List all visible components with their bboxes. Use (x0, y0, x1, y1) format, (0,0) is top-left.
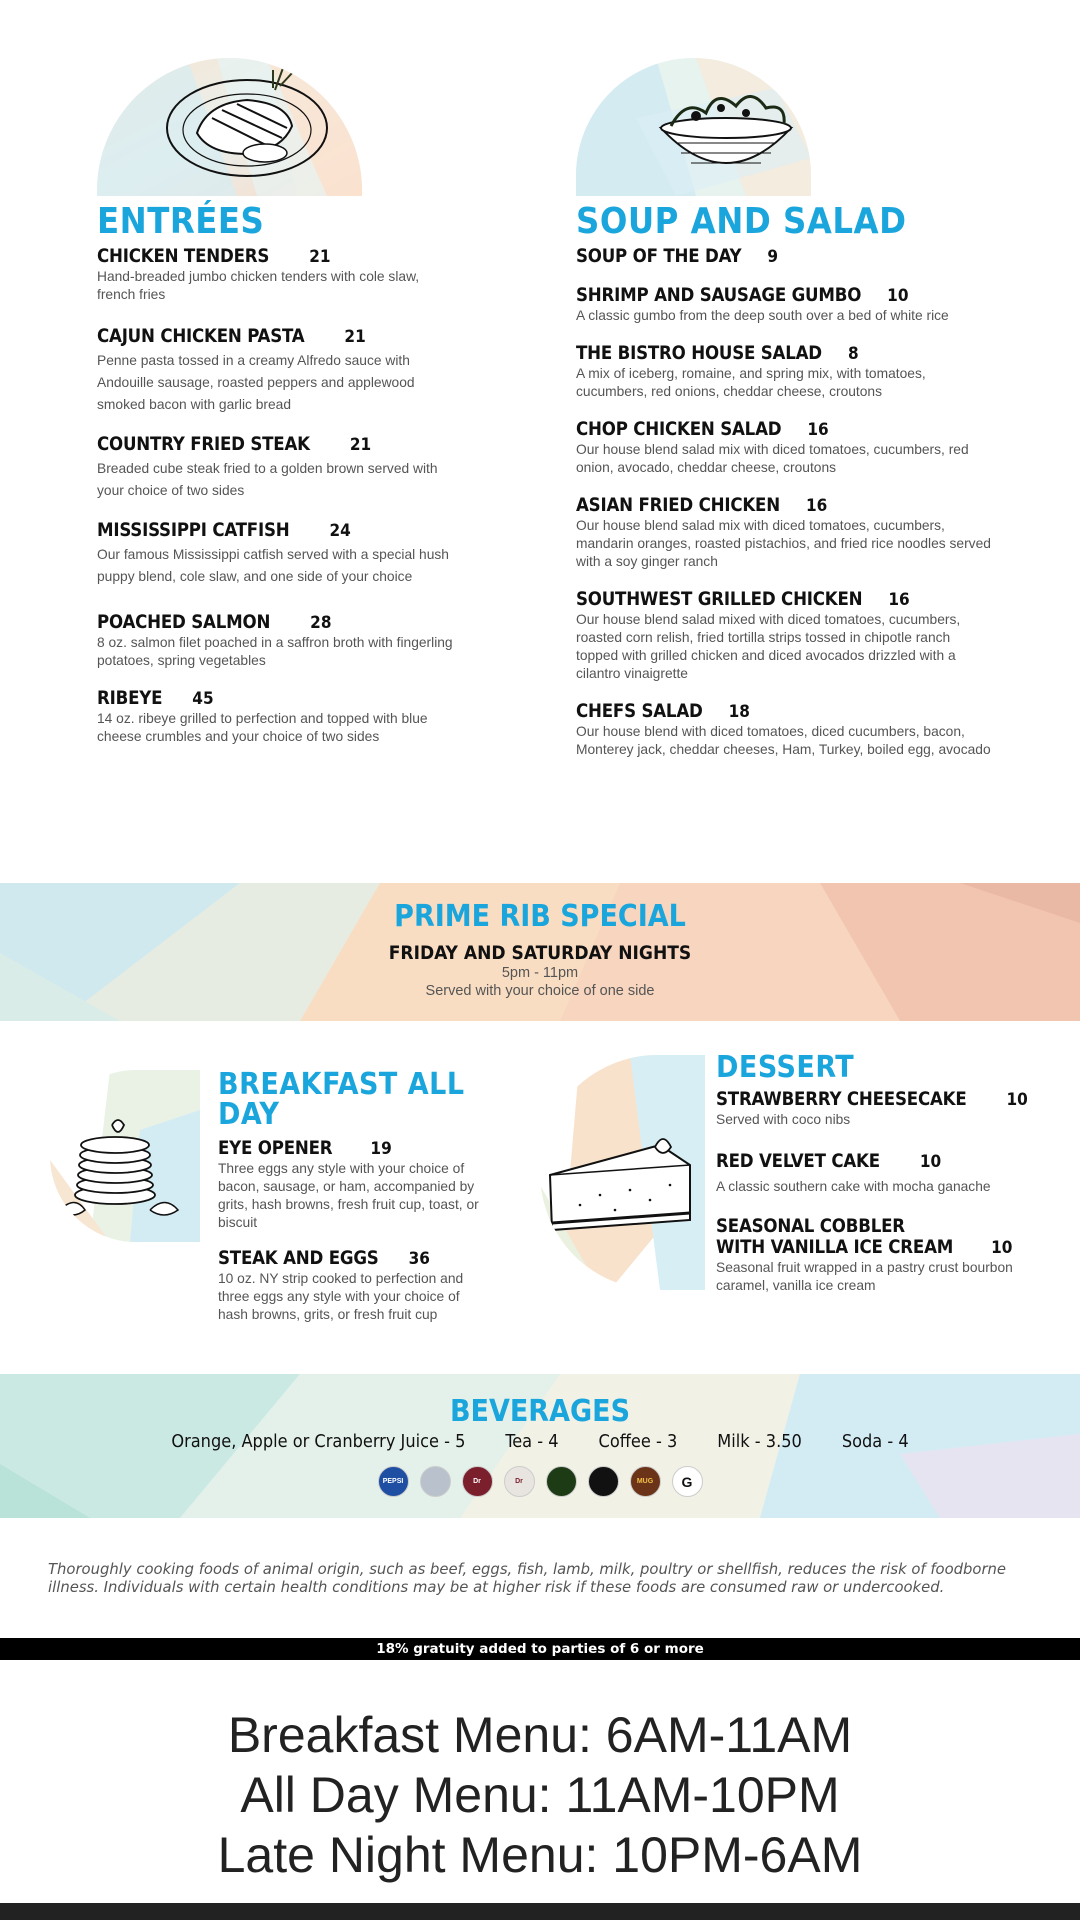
item-name: MISSISSIPPI CATFISH (97, 520, 290, 541)
item-price: 10 (919, 1152, 942, 1172)
beverages-title: BEVERAGES (449, 1394, 631, 1429)
entrees-title: ENTRÉES (97, 201, 265, 242)
item-name: CHOP CHICKEN SALAD (576, 419, 782, 440)
steak-plate-illustration (97, 58, 362, 196)
menu-item (576, 701, 996, 759)
breakfast-section (218, 1067, 488, 1324)
all-day-hours: All Day Menu: 11AM-10PM (240, 1767, 840, 1823)
menu-hours (0, 1705, 1080, 1885)
item-description: Penne pasta tossed in a creamy Alfredo sauce with Andouille sausage, roasted peppers and applewood smoked bacon with garlic bread (97, 353, 415, 412)
menu-item (576, 285, 996, 325)
beverages-list (0, 1431, 1080, 1452)
menu-item (97, 246, 457, 304)
beverage-item: Coffee - 3 (598, 1431, 678, 1452)
item-price: 21 (344, 327, 366, 347)
item-name: SOUTHWEST GRILLED CHICKEN (576, 589, 863, 610)
item-name: ASIAN FRIED CHICKEN (576, 495, 780, 516)
late-night-hours: Late Night Menu: 10PM-6AM (217, 1827, 863, 1883)
beverage-item: Orange, Apple or Cranberry Juice - 5 (171, 1431, 466, 1452)
item-description: 14 oz. ribeye grilled to perfection and topped with blue cheese crumbles and your choice of two sides (97, 711, 428, 744)
menu-item (97, 520, 457, 588)
item-description: Our house blend salad mix with diced tomatoes, cucumbers, mandarin oranges, roasted pistachios, and fried rice noodles served with a soy ginger ranch (576, 518, 991, 569)
item-name: STEAK AND EGGS (218, 1248, 379, 1269)
item-description: Three eggs any style with your choice of bacon, sausage, or ham, accompanied by grits, hash browns, fresh fruit cup, toast, or biscuit (218, 1161, 479, 1230)
mug-root-beer-logo-icon: MUG (630, 1466, 661, 1497)
gatorade-logo-icon: G (672, 1466, 703, 1497)
item-name: POACHED SALMON (97, 612, 271, 633)
item-name: CAJUN CHICKEN PASTA (97, 326, 305, 347)
soda-logos (0, 1466, 1080, 1497)
item-price: 16 (805, 496, 828, 516)
item-description: Breaded cube steak fried to a golden brown served with your choice of two sides (97, 461, 438, 498)
menu-item (97, 326, 457, 416)
item-description: Our house blend salad mixed with diced tomatoes, cucumbers, roasted corn relish, fried tortilla strips tossed in chipotle ranch topped with grilled chicken and diced avocados drizzled with a cilantro vinaigrette (576, 612, 961, 681)
item-price: 28 (310, 613, 332, 633)
gratuity-notice: 18% gratuity added to parties of 6 or more (0, 1638, 1080, 1660)
menu-item (97, 688, 457, 746)
starry-logo-icon (546, 1466, 577, 1497)
food-safety-disclaimer: Thoroughly cooking foods of animal origin, such as beef, eggs, fish, lamb, milk, poultry or shellfish, reduces the risk of foodborne illness. Individuals with certain health conditions may be at higher risk if these foods are consumed raw or undercooked. (48, 1561, 1007, 1596)
item-price: 21 (309, 247, 331, 267)
item-description: Hand-breaded jumbo chicken tenders with cole slaw, french fries (97, 269, 420, 302)
item-price: 16 (888, 590, 910, 610)
item-name: WITH VANILLA ICE CREAM (716, 1237, 954, 1258)
prime-rib-banner (0, 883, 1080, 1021)
item-price: 8 (847, 344, 859, 364)
item-description: Our famous Mississippi catfish served with a special hush puppy blend, cole slaw, and one side of your choice (97, 547, 449, 584)
item-price: 10 (887, 286, 909, 306)
beverage-item: Tea - 4 (505, 1431, 559, 1452)
prime-rib-subtitle: FRIDAY AND SATURDAY NIGHTS (388, 942, 692, 964)
pepsi-logo-icon: PEPSI (378, 1466, 409, 1497)
item-price: 21 (349, 435, 372, 455)
item-name: THE BISTRO HOUSE SALAD (576, 343, 822, 364)
item-description: A classic gumbo from the deep south over a bed of white rice (576, 308, 949, 323)
dr-pepper-logo-icon: Dr (462, 1466, 493, 1497)
menu-item (576, 246, 996, 267)
item-name: STRAWBERRY CHEESECAKE (716, 1089, 967, 1110)
item-description: Seasonal fruit wrapped in a pastry crust bourbon caramel, vanilla ice cream (716, 1260, 1013, 1293)
item-name: CHEFS SALAD (576, 701, 703, 722)
item-description: 8 oz. salmon filet poached in a saffron broth with fingerling potatoes, spring vegetables (97, 635, 453, 668)
breakfast-title: BREAKFAST ALL DAY (218, 1067, 465, 1132)
prime-rib-time: 5pm - 11pm (501, 965, 579, 981)
soup-salad-section (576, 58, 996, 759)
item-name: RIBEYE (97, 688, 163, 709)
menu-item (716, 1216, 1046, 1295)
item-description: A mix of iceberg, romaine, and spring mix, with tomatoes, cucumbers, red onions, cheddar cheese, croutons (576, 366, 926, 399)
soup-salad-title: SOUP AND SALAD (576, 201, 907, 242)
menu-item (576, 589, 996, 683)
item-description: 10 oz. NY strip cooked to perfection and three eggs any style with your choice of hash browns, grits, or fresh fruit cup (218, 1271, 464, 1322)
menu-item (716, 1089, 1046, 1129)
diet-pepsi-logo-icon (420, 1466, 451, 1497)
bottom-bar (0, 1903, 1080, 1920)
item-price: 24 (329, 521, 351, 541)
beverage-item: Milk - 3.50 (717, 1431, 802, 1452)
menu-item (576, 495, 996, 571)
item-description: Our house blend with diced tomatoes, diced cucumbers, bacon, Monterey jack, cheddar cheeses, Ham, Turkey, boiled egg, avocado (576, 724, 991, 757)
menu-item (218, 1248, 488, 1324)
item-description: Served with coco nibs (716, 1112, 851, 1127)
dessert-section (716, 1050, 1046, 1295)
item-price: 16 (807, 420, 829, 440)
breakfast-hours: Breakfast Menu: 6AM-11AM (227, 1707, 853, 1763)
item-name: CHICKEN TENDERS (97, 246, 270, 267)
prime-rib-note: Served with your choice of one side (425, 983, 655, 999)
menu-item (218, 1138, 488, 1232)
item-price: 36 (408, 1249, 430, 1269)
pancakes-illustration (50, 1070, 200, 1242)
menu-item (576, 343, 996, 401)
item-description: A classic southern cake with mocha ganache (716, 1179, 991, 1194)
item-price: 9 (767, 247, 779, 267)
item-price: 19 (370, 1139, 392, 1159)
mountain-dew-logo-icon (588, 1466, 619, 1497)
menu-item (716, 1151, 1046, 1196)
item-name: EYE OPENER (218, 1138, 333, 1159)
item-price: 10 (991, 1238, 1013, 1258)
item-name: SHRIMP AND SAUSAGE GUMBO (576, 285, 862, 306)
salad-bowl-illustration (576, 58, 811, 196)
item-name: SEASONAL COBBLER (716, 1216, 905, 1237)
item-name: RED VELVET CAKE (716, 1151, 880, 1172)
item-name: SOUP OF THE DAY (576, 246, 742, 267)
menu-item (576, 419, 996, 477)
beverages-banner (0, 1374, 1080, 1518)
item-description: Our house blend salad mix with diced tomatoes, cucumbers, red onion, avocado, cheddar cheese, croutons (576, 442, 969, 475)
item-price: 18 (728, 702, 750, 722)
menu-item (97, 612, 457, 670)
item-price: 45 (192, 689, 214, 709)
cheesecake-illustration (540, 1055, 705, 1290)
prime-rib-title: PRIME RIB SPECIAL (394, 899, 686, 934)
dessert-title: DESSERT (716, 1050, 855, 1085)
entrees-section (97, 58, 457, 746)
item-name: COUNTRY FRIED STEAK (97, 434, 310, 455)
item-price: 10 (1006, 1090, 1028, 1110)
diet-dr-pepper-logo-icon: Dr (504, 1466, 535, 1497)
menu-item (97, 434, 457, 502)
beverage-item: Soda - 4 (841, 1431, 909, 1452)
